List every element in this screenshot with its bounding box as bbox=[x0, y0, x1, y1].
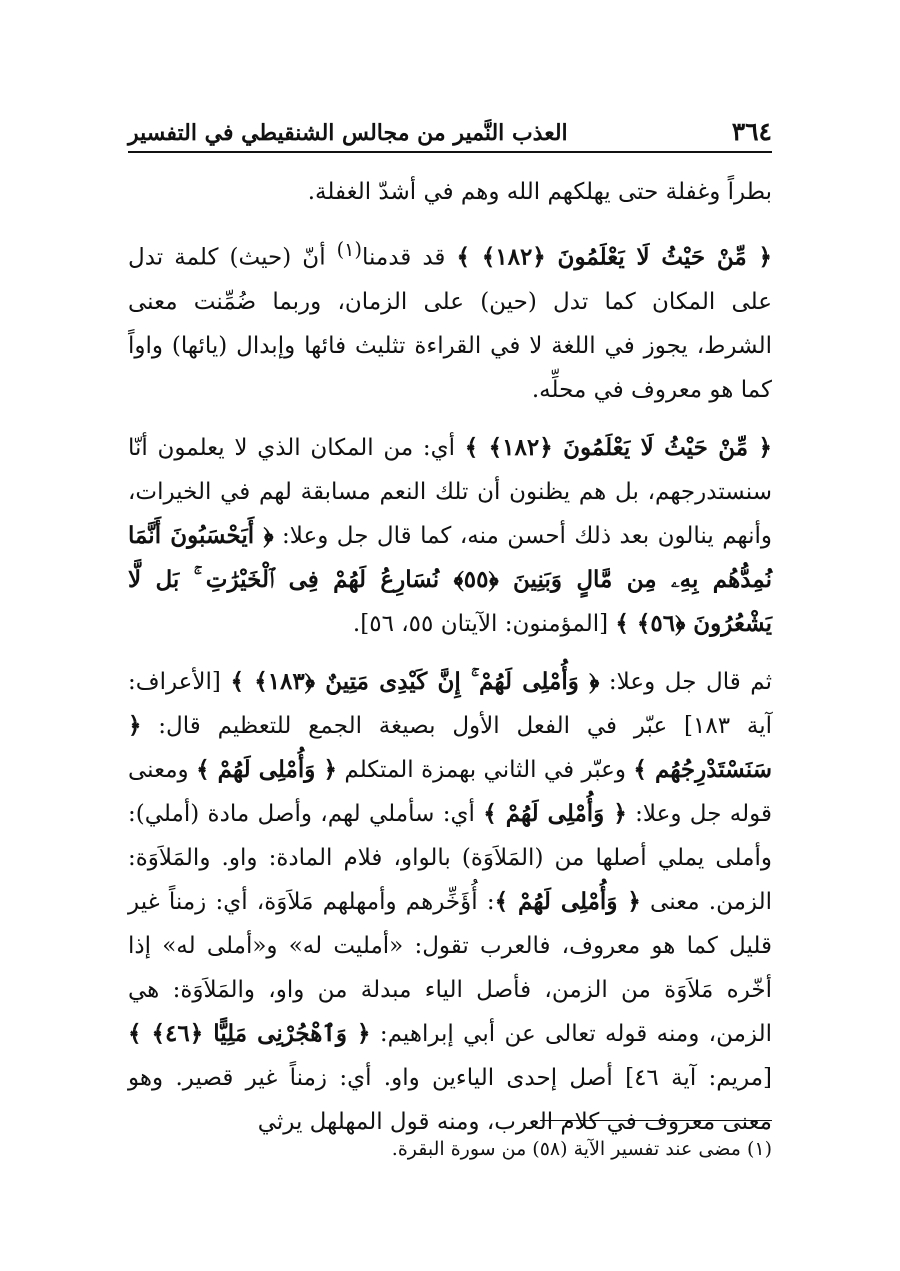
page-header bbox=[128, 110, 772, 146]
quran-quote: ﴿ مِّنْ حَيْثُ لَا يَعْلَمُونَ ﴿١٨٢﴾ ﴾ bbox=[456, 243, 772, 271]
running-title: العذب النَّمير من مجالس الشنقيطي في التفسير bbox=[128, 120, 568, 146]
quran-quote: ﴿ سَنَسْتَدْرِجُهُم ﴾ bbox=[128, 711, 772, 783]
quran-quote: ﴿ وَٱهْجُرْنِى مَلِيًّا ﴿٤٦﴾ ﴾ bbox=[128, 1019, 371, 1047]
quran-quote: ﴿ وَأُمْلِى لَهُمْ ﴾ bbox=[494, 887, 641, 915]
paragraph-2-text-a: قد قدمنا bbox=[361, 244, 457, 271]
footnote-reference: (١) bbox=[336, 238, 362, 261]
paragraph-4-text: أي: سأملي لهم، وأصل مادة (أملي): وأملى يملي أصلها من (المَلاَوَة) بالواو، فلام المادة: واو. والمَلاَوَة: الزمن. معنى bbox=[128, 800, 772, 915]
paragraph-3-text-b: [المؤمنون: الآيتان ٥٥، ٥٦]. bbox=[352, 610, 616, 637]
paragraph-4 bbox=[128, 660, 772, 1144]
quran-quote: ﴿ مِّنْ حَيْثُ لَا يَعْلَمُونَ ﴿١٨٢﴾ ﴾ bbox=[464, 433, 773, 461]
paragraph-4-text: ثم قال جل وعلا: bbox=[599, 668, 772, 695]
paragraph-2 bbox=[128, 228, 772, 412]
quran-quote: ﴿ أَيَحْسَبُونَ أَنَّمَا نُمِدُّهُم بِهِۦ مِن مَّالٍ وَبَنِينَ ﴿٥٥﴾ نُسَارِعُ لَهُمْ فِى ٱلْخَيْرَٰتِ ۚ بَل لَّا يَشْعُرُونَ ﴿٥٦﴾ ﴾ bbox=[128, 521, 773, 637]
paragraph-4-text: [مريم: آية ٤٦] أصل إحدى الياءين واو. أي: زمناً غير قصير. وهو معنى معروف في كلام العرب، ومنه قول المهلهل يرثي bbox=[128, 1064, 772, 1135]
body-text bbox=[128, 170, 772, 1158]
header-rule bbox=[128, 151, 772, 153]
paragraph-2-text-b: أنّ (حيث) كلمة تدل على المكان كما تدل (حين) على الزمان، وربما ضُمِّنت معنى الشرط، يجوز في اللغة لا في القراءة تثليث فائها وإبدال (يائها) واواً كما هو معروف في محلِّه. bbox=[128, 244, 772, 403]
paragraph-3-text-a: أي: من المكان الذي لا يعلمون أنّا سنستدرجهم، بل هم يظنون أن تلك النعم مسابقة لهم في الخيرات، وأنهم ينالون بعد ذلك أحسن منه، كما قال جل وعلا: bbox=[128, 434, 773, 549]
page-number: ٣٦٤ bbox=[731, 117, 772, 146]
footnote-rule bbox=[540, 1120, 772, 1121]
quran-quote: ﴿ وَأُمْلِى لَهُمْ ﴾ bbox=[196, 755, 337, 783]
paragraph-4-text: وعبّر في الثاني بهمزة المتكلم bbox=[336, 756, 634, 783]
quran-quote: ﴿ وَأُمْلِى لَهُمْ ﴾ bbox=[483, 799, 627, 827]
quran-quote: ﴿ وَأُمْلِى لَهُمْ ۚ إِنَّ كَيْدِى مَتِينٌ ﴿١٨٣﴾ ﴾ bbox=[230, 667, 600, 695]
paragraph-3 bbox=[128, 426, 772, 646]
paragraph-4-text: [الأعراف: آية ١٨٣] عبّر في الفعل الأول بصيغة الجمع للتعظيم قال: bbox=[128, 668, 772, 739]
footnote-text: (١) مضى عند تفسير الآية (٥٨) من سورة البقرة. bbox=[391, 1138, 772, 1160]
paragraph-4-text: ومعنى قوله جل وعلا: bbox=[128, 756, 773, 827]
paragraph-1 bbox=[128, 170, 772, 214]
paragraph-1-text: بطراً وغفلة حتى يهلكهم الله وهم في أشدّ الغفلة. bbox=[307, 179, 772, 205]
paragraph-4-text: : أُؤَخِّرهم وأمهلهم مَلاَوَة، أي: زمناً غير قليل كما هو معروف، فالعرب تقول: «أمليت له» و«أملى له» إذا أخّره مَلاَوَة من الزمن، فأصل الياء مبدلة من واو، والمَلاَوَة: هي الزمن، ومنه قوله تعالى عن أبي إبراهيم: bbox=[128, 888, 772, 1047]
footnote bbox=[128, 1134, 772, 1164]
